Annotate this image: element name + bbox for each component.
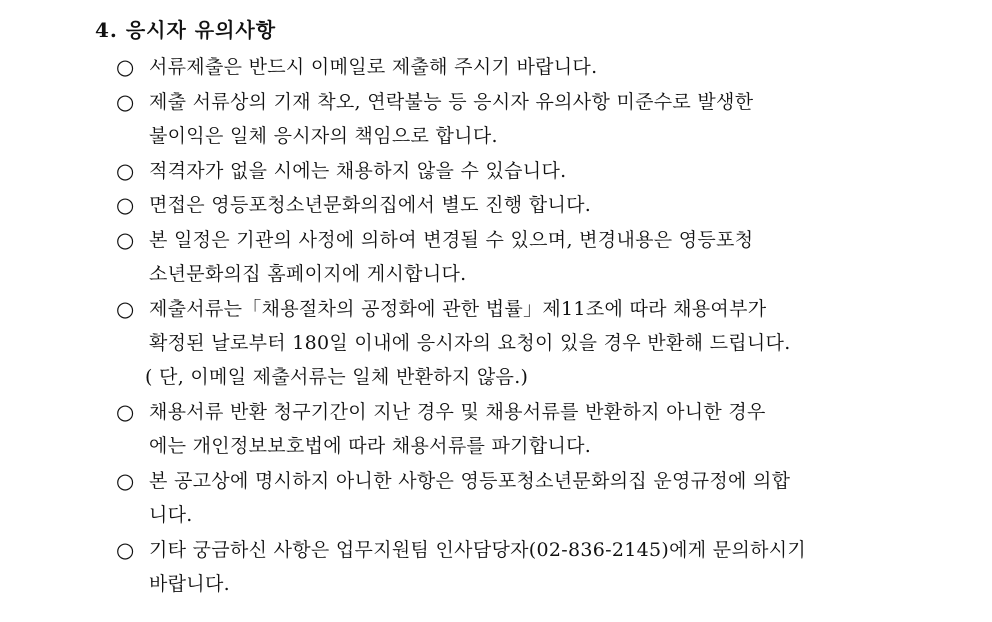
circle-bullet-icon: ○: [116, 469, 135, 493]
circle-bullet-icon: ○: [116, 297, 135, 321]
circle-bullet-icon: ○: [116, 400, 135, 424]
item-line: 면접은 영등포청소년문화의집에서 별도 진행 합니다.: [149, 194, 592, 216]
circle-bullet-icon: ○: [116, 193, 135, 217]
item-line: 본 일정은 기관의 사정에 의하여 변경될 수 있으며, 변경내용은 영등포청: [149, 229, 754, 251]
item-line: 니다.: [149, 504, 193, 526]
item-line: 확정된 날로부터 180일 이내에 응시자의 요청이 있을 경우 반환해 드립니다.: [149, 332, 791, 354]
circle-bullet-icon: ○: [116, 159, 135, 183]
circle-bullet-icon: ○: [116, 90, 135, 114]
item-line: 서류제출은 반드시 이메일로 제출해 주시기 바랍니다.: [149, 56, 598, 78]
item-line: 바랍니다.: [149, 573, 230, 595]
item-line: 제출 서류상의 기재 착오, 연락불능 등 응시자 유의사항 미준수로 발생한: [149, 91, 754, 113]
circle-bullet-icon: ○: [116, 55, 135, 79]
item-line: 에는 개인정보보호법에 따라 채용서류를 파기합니다.: [149, 435, 592, 457]
item-line: 소년문화의집 홈페이지에 게시합니다.: [149, 263, 467, 285]
item-line: 본 공고상에 명시하지 아니한 사항은 영등포청소년문화의집 운영규정에 의합: [149, 470, 791, 492]
item-line: ( 단, 이메일 제출서류는 일체 반환하지 않음.): [145, 366, 529, 388]
item-line: 적격자가 없을 시에는 채용하지 않을 수 있습니다.: [149, 160, 567, 182]
item-line: 채용서류 반환 청구기간이 지난 경우 및 채용서류를 반환하지 아니한 경우: [149, 401, 766, 423]
item-line: 불이익은 일체 응시자의 책임으로 합니다.: [149, 125, 498, 147]
section-heading: 4. 응시자 유의사항: [95, 18, 277, 42]
circle-bullet-icon: ○: [116, 228, 135, 252]
circle-bullet-icon: ○: [116, 538, 135, 562]
item-line: 기타 궁금하신 사항은 업무지원팀 인사담당자(02-836-2145)에게 문의하시기: [149, 539, 807, 561]
item-line: 제출서류는「채용절차의 공정화에 관한 법률」제11조에 따라 채용여부가: [149, 298, 767, 320]
